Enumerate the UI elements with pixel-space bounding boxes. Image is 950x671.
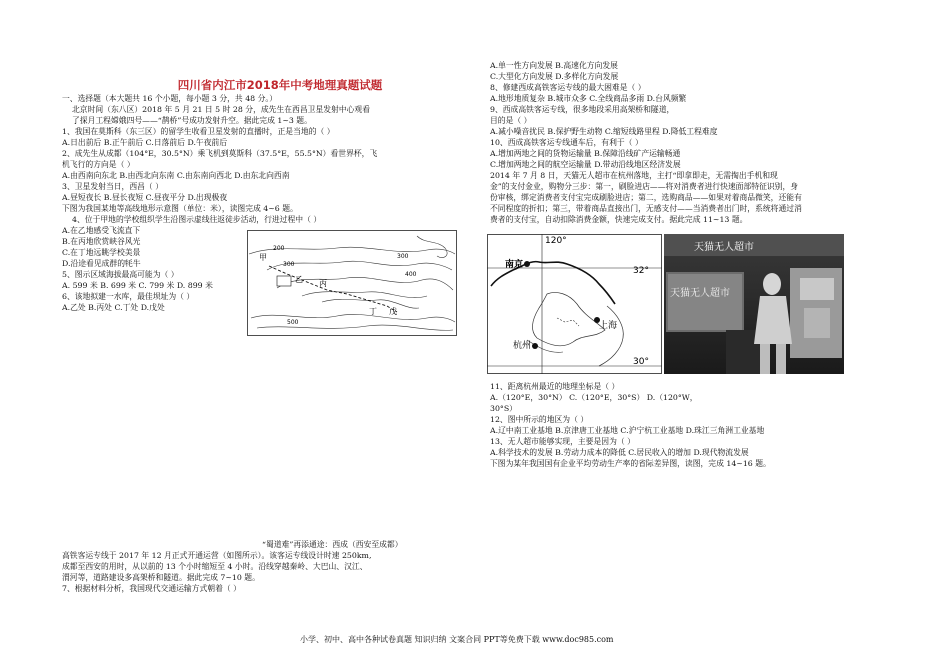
option-b: B.在丙地欣赏峡谷风光 (62, 237, 141, 246)
store-sign-top: 天猫无人超市 (694, 242, 754, 253)
contour-map (247, 230, 457, 336)
options-8: A.地形地质复杂 B.城市众多 C.全线商品多雨 D.台风频繁 (490, 94, 687, 103)
contour-label: 500 (287, 319, 299, 326)
options-12: A.辽中南工业基地 B.京津唐工业基地 C.沪宁杭工业基地 D.珠江三角洲工业基地 (490, 426, 765, 435)
point-wu: 戊 (389, 307, 397, 316)
options-13: A.科学技术的发展 B.劳动力成本的降低 C.居民收入的增加 D.现代物流发展 (490, 448, 749, 457)
contour-label: 300 (397, 253, 409, 260)
text-line: 30°S） (490, 404, 517, 413)
question-6: 6、该地拟建一水库，最佳坝址为（ ） (62, 292, 195, 301)
question-9: 9、西成高铁客运专线，很多地段采用高架桥和隧道， (490, 105, 675, 114)
lat-label-bottom: 30° (633, 357, 649, 367)
lat-label-top: 32° (633, 266, 649, 276)
question-7: 7、根据材料分析，我国现代交通运输方式朝着（ ） (62, 584, 241, 593)
question-8: 8、修建西成高铁客运专线的最大困难是（ ） (490, 83, 646, 92)
options-5: A. 599 米 B. 699 米 C. 799 米 D. 899 米 (62, 281, 213, 290)
contour-label: 200 (273, 245, 285, 252)
text-line: 北京时间（东八区）2018 年 5 月 21 日 5 时 28 分，成先生在西昌卫星发射中心观看 (72, 105, 371, 114)
options-1: A.日出前后 B.正午前后 C.日落前后 D.午夜前后 (62, 138, 228, 147)
question-3: 3、卫星发射当日，西昌（ ） (62, 182, 164, 191)
text-line: 成都至西安的用时，从以前的 13 个小时缩短至 4 小时。沿线穿越秦岭、大巴山、汉江、 (62, 562, 368, 571)
yangtze-delta-map (487, 234, 662, 374)
question-2: 2、成先生从成都（104°E，30.5°N）乘飞机到莫斯科（37.5°E，55.5°N）看世界杯，飞 (62, 149, 378, 158)
page-title: 四川省内江市2018年中考地理真题试题 (177, 78, 383, 92)
point-ding: 丁 (369, 307, 377, 316)
question-5: 5、图示区域海拔最高可能为（ ） (62, 270, 179, 279)
options-10b: C.增加两地之间的航空运输量 D.带动沿线地区经济发展 (490, 160, 681, 169)
text-line: 不同程度的折扣；第三，带着商品直接出门，无感支付——当消费者出门时，系统将通过消 (490, 204, 802, 213)
options-2: A.由西南向东北 B.由西北向东南 C.由东南向西北 D.由东北向西南 (62, 171, 290, 180)
text-line: 份审核，绑定消费者支付宝完成刷脸进店；第二，选购商品——如果对着商品微笑，还能有 (490, 193, 802, 202)
unmanned-store-photo (664, 234, 844, 374)
option-c: C.在丁地远眺学校美景 (62, 248, 141, 257)
options-7a: A.单一性方向发展 B.高速化方向发展 (490, 61, 618, 70)
lon-label: 120° (545, 236, 567, 246)
contour-label: 300 (283, 261, 295, 268)
options-10a: A.增加两地之间的货物运输量 B.保障沿线矿产运输畅通 (490, 149, 681, 158)
question-12: 12、图中所示的地区为（ ） (490, 415, 589, 424)
options-6: A.乙处 B.丙处 C.丁处 D.戊处 (62, 303, 165, 312)
store-sign-main: 天猫无人超市 (670, 288, 730, 299)
text-line: 2014 年 7 月 8 日，天猫无人超市在杭州落地，主打“即拿即走，无需掏出手机和现 (490, 171, 778, 180)
text-line: 下图为某年我国国有企业平均劳动生产率的省际差异图，读图，完成 14~16 题。 (490, 459, 771, 468)
options-7b: C.大型化方向发展 D.多样化方向发展 (490, 72, 619, 81)
contour-label: 400 (405, 271, 417, 278)
options-11: A.（120°E，30°N） C.（120°E，30°S） D.（120°W， (490, 393, 698, 402)
page-footer: 小学、初中、高中各种试卷真题 知识归纳 文案合同 PPT等免费下载 www.doc985.com (300, 635, 614, 644)
question-4: 4、位于甲地的学校组织学生沿图示虚线往返徒步活动，行进过程中（ ） (72, 215, 322, 224)
text-line: 渭河等，道路建设多高架桥和隧道。据此完成 7~10 题。 (62, 573, 260, 582)
question-10: 10、西成高铁客运专线通车后，有利于（ ） (490, 138, 643, 147)
point-yi: 乙 (295, 275, 303, 284)
option-d: D.沿途看见成群的牦牛 (62, 259, 141, 268)
question-1: 1、我国在莫斯科（东三区）的留学生收看卫星发射的直播时，正是当地的（ ） (62, 127, 335, 136)
options-3: A.昼短夜长 B.昼长夜短 C.昼夜平分 D.出现极夜 (62, 193, 228, 202)
text-line: 金”的支付金业，购物分三步：第一，刷脸进店——将对消费者进行快速面部特征识别，身 (490, 182, 799, 191)
text-line: 下图为我国某地等高线地形示意图（单位：米），读图完成 4~6 题。 (62, 204, 298, 213)
point-bing: 丙 (319, 279, 327, 288)
section-heading: 一、选择题（本大题共 16 个小题，每小题 3 分，共 48 分。） (62, 94, 278, 103)
question-13: 13、无人超市能够实现，主要是因为（ ） (490, 437, 635, 446)
text-line: 高铁客运专线于 2017 年 12 月正式开通运营（如图所示）。该客运专线设计时速 250km, (62, 551, 372, 560)
point-jia: 甲 (259, 253, 267, 262)
question-11: 11、距离杭州最近的地理坐标是（ ） (490, 382, 620, 391)
text-line: 目的是（ ） (490, 116, 532, 125)
city-shanghai: 上海 (599, 321, 618, 331)
option-a: A.在乙地感受飞流直下 (62, 226, 141, 235)
text-line: “蜀道难”再添通途：西成（西安至成都） (262, 540, 403, 549)
city-hangzhou: 杭州 (513, 341, 532, 351)
options-9: A.减小噪音扰民 B.保护野生动物 C.缩短线路里程 D.降低工程难度 (490, 127, 718, 136)
text-line: 机飞行的方向是（ ） (62, 160, 135, 169)
text-line: 了探月工程嫦娥四号——“鹊桥”号成功发射升空。据此完成 1~3 题。 (72, 116, 312, 125)
city-nanjing: 南京 (505, 260, 524, 270)
text-line: 费者的支付宝，自动扣除消费金额，快速完成支付。据此完成 11~13 题。 (490, 215, 748, 224)
